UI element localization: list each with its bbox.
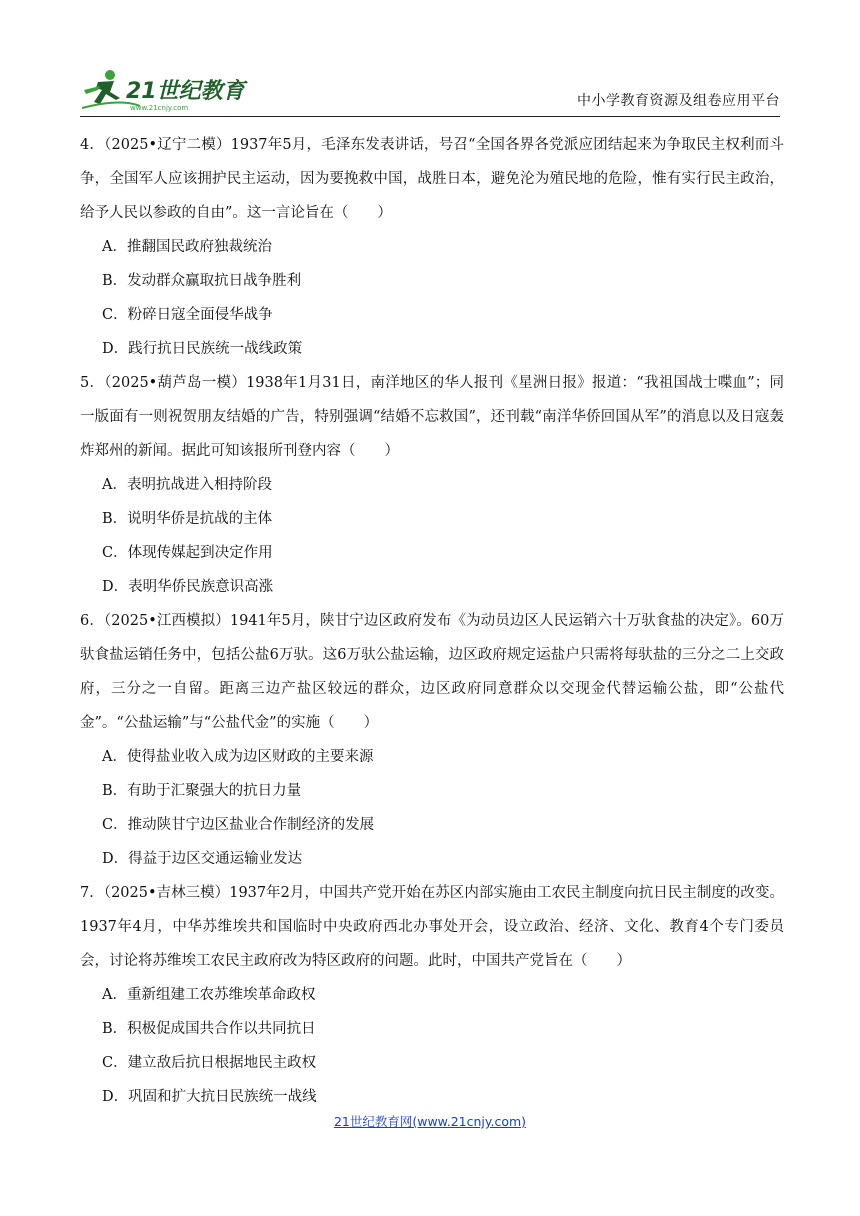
site-logo (80, 68, 250, 114)
option-d: D．表明华侨民族意识高涨 (102, 579, 274, 595)
option-c: C．建立敌后抗日根据地民主政权 (102, 1055, 317, 1071)
option-c: C．推动陕甘宁边区盐业合作制经济的发展 (102, 817, 375, 833)
svg-text:21世纪教育: 21世纪教育 (126, 79, 245, 104)
option-b: B．有助于汇聚强大的抗日力量 (102, 783, 302, 799)
header-divider (80, 116, 780, 117)
footer-link[interactable]: 21世纪教育网(www.21cnjy.com) (333, 1114, 527, 1129)
platform-name: 中小学教育资源及组卷应用平台 (577, 93, 780, 109)
option-c: C．体现传媒起到决定作用 (102, 545, 273, 561)
option-d: D．巩固和扩大抗日民族统一战线 (102, 1089, 317, 1105)
option-a: A．表明抗战进入相持阶段 (102, 477, 272, 493)
option-b: B．说明华侨是抗战的主体 (102, 511, 273, 527)
page-header (80, 64, 780, 116)
option-b: B．发动群众赢取抗日战争胜利 (102, 273, 302, 289)
option-c: C．粉碎日寇全面侵华战争 (102, 307, 273, 323)
question-7 (80, 876, 784, 1114)
option-a: A．重新组建工农苏维埃革命政权 (102, 987, 316, 1003)
svg-text:www.21cnjy.com: www.21cnjy.com (130, 104, 189, 112)
question-list (80, 128, 784, 1114)
question-stem: 4．（2025•辽宁二模）1937年5月，毛泽东发表讲话，号召“全国各界各党派应团结起来为争取民主权利而斗争，全国军人应该拥护民主运动，因为要挽救中国，战胜日本，避免沦为殖民地的危险，惟有实行民主政治，给予人民以参政的自由”。这一言论旨在（ ） (80, 137, 784, 221)
question-6 (80, 604, 784, 876)
option-b: B．积极促成国共合作以共同抗日 (102, 1021, 316, 1037)
question-5 (80, 366, 784, 604)
question-4 (80, 128, 784, 366)
question-stem: 5．（2025•葫芦岛一模）1938年1月31日，南洋地区的华人报刊《星洲日报》报道：“我祖国战士喋血”；同一版面有一则祝贺朋友结婚的广告，特别强调“结婚不忘救国”，还刊载“南洋华侨回国从军”的消息以及日寇轰炸郑州的新闻。据此可知该报所刊登内容（ ） (80, 375, 784, 459)
question-stem: 7．（2025•吉林三模）1937年2月，中国共产党开始在苏区内部实施由工农民主制度向抗日民主制度的改变。1937年4月，中华苏维埃共和国临时中央政府西北办事处开会，设立政治、经济、文化、教育4个专门委员会，讨论将苏维埃工农民主政府改为特区政府的问题。此时，中国共产党旨在（ ） (80, 885, 784, 969)
option-a: A．推翻国民政府独裁统治 (102, 239, 272, 255)
option-a: A．使得盐业收入成为边区财政的主要来源 (102, 749, 374, 765)
question-stem: 6．（2025•江西模拟）1941年5月，陕甘宁边区政府发布《为动员边区人民运销六十万驮食盐的决定》。60万驮食盐运销任务中，包括公盐6万驮。这6万驮公盐运输，边区政府规定运盐户只需将每驮盐的三分之二上交政府，三分之一自留。距离三边产盐区较远的群众，边区政府同意群众以交现金代替运输公盐，即“公盐代金”。“公盐运输”与“公盐代金”的实施（ ） (80, 613, 784, 731)
option-d: D．得益于边区交通运输业发达 (102, 851, 303, 867)
page-footer (0, 1112, 860, 1130)
option-d: D．践行抗日民族统一战线政策 (102, 341, 303, 357)
